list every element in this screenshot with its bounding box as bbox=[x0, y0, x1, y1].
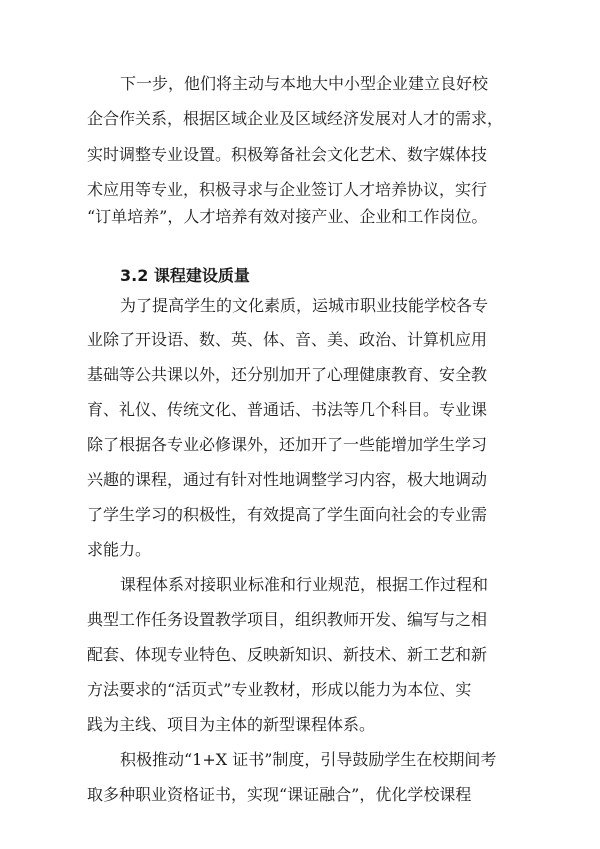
paragraph-4-line-2: 取多种职业资格证书，实现“课证融合”，优化学校课程 bbox=[87, 785, 472, 804]
paragraph-2-line-7: 了学生学习的积极性，有效提高了学生面向社会的专业需 bbox=[87, 505, 488, 524]
paragraph-3-line-2: 典型工作任务设置教学项目，组织教师开发、编写与之相 bbox=[87, 610, 488, 629]
paragraph-3-line-3: 配套、体现专业特色、反映新知识、新技术、新工艺和新 bbox=[87, 645, 488, 664]
paragraph-2-line-6: 兴趣的课程，通过有针对性地调整学习内容，极大地调动 bbox=[87, 470, 488, 489]
paragraph-2-line-5: 除了根据各专业必修课外，还加开了一些能增加学生学习 bbox=[87, 435, 488, 454]
paragraph-2-line-8: 求能力。 bbox=[87, 540, 152, 559]
paragraph-2-line-4: 育、礼仪、传统文化、普通话、书法等几个科目。专业课 bbox=[87, 400, 488, 419]
paragraph-1-line-5: “订单培养”，人才培养有效对接产业、企业和工作岗位。 bbox=[87, 207, 488, 226]
paragraph-2-line-1: 为了提高学生的文化素质，运城市职业技能学校各专 bbox=[120, 296, 489, 315]
paragraph-1-line-1: 下一步，他们将主动与本地大中小型企业建立良好校 bbox=[120, 74, 489, 93]
paragraph-1-line-4: 术应用等专业，积极寻求与企业签订人才培养协议，实行 bbox=[87, 180, 488, 199]
paragraph-2-line-2: 业除了开设语、数、英、体、音、美、政治、计算机应用 bbox=[87, 330, 488, 349]
paragraph-3-line-5: 践为主线、项目为主体的新型课程体系。 bbox=[87, 715, 376, 734]
paragraph-1-line-3: 实时调整专业设置。积极筹备社会文化艺术、数字媒体技 bbox=[87, 145, 488, 164]
paragraph-4-line-1: 积极推动“1+X 证书”制度，引导鼓励学生在校期间考 bbox=[120, 750, 497, 769]
paragraph-2-line-3: 基础等公共课以外，还分别加开了心理健康教育、安全教 bbox=[87, 365, 488, 384]
paragraph-3-line-4: 方法要求的“活页式”专业教材，形成以能力为本位、实 bbox=[87, 680, 472, 699]
paragraph-1-line-2: 企合作关系，根据区域企业及区域经济发展对人才的需求， bbox=[87, 109, 504, 128]
paragraph-3-line-1: 课程体系对接职业标准和行业规范，根据工作过程和 bbox=[120, 575, 489, 594]
section-heading: 3.2 课程建设质量 bbox=[120, 266, 250, 285]
